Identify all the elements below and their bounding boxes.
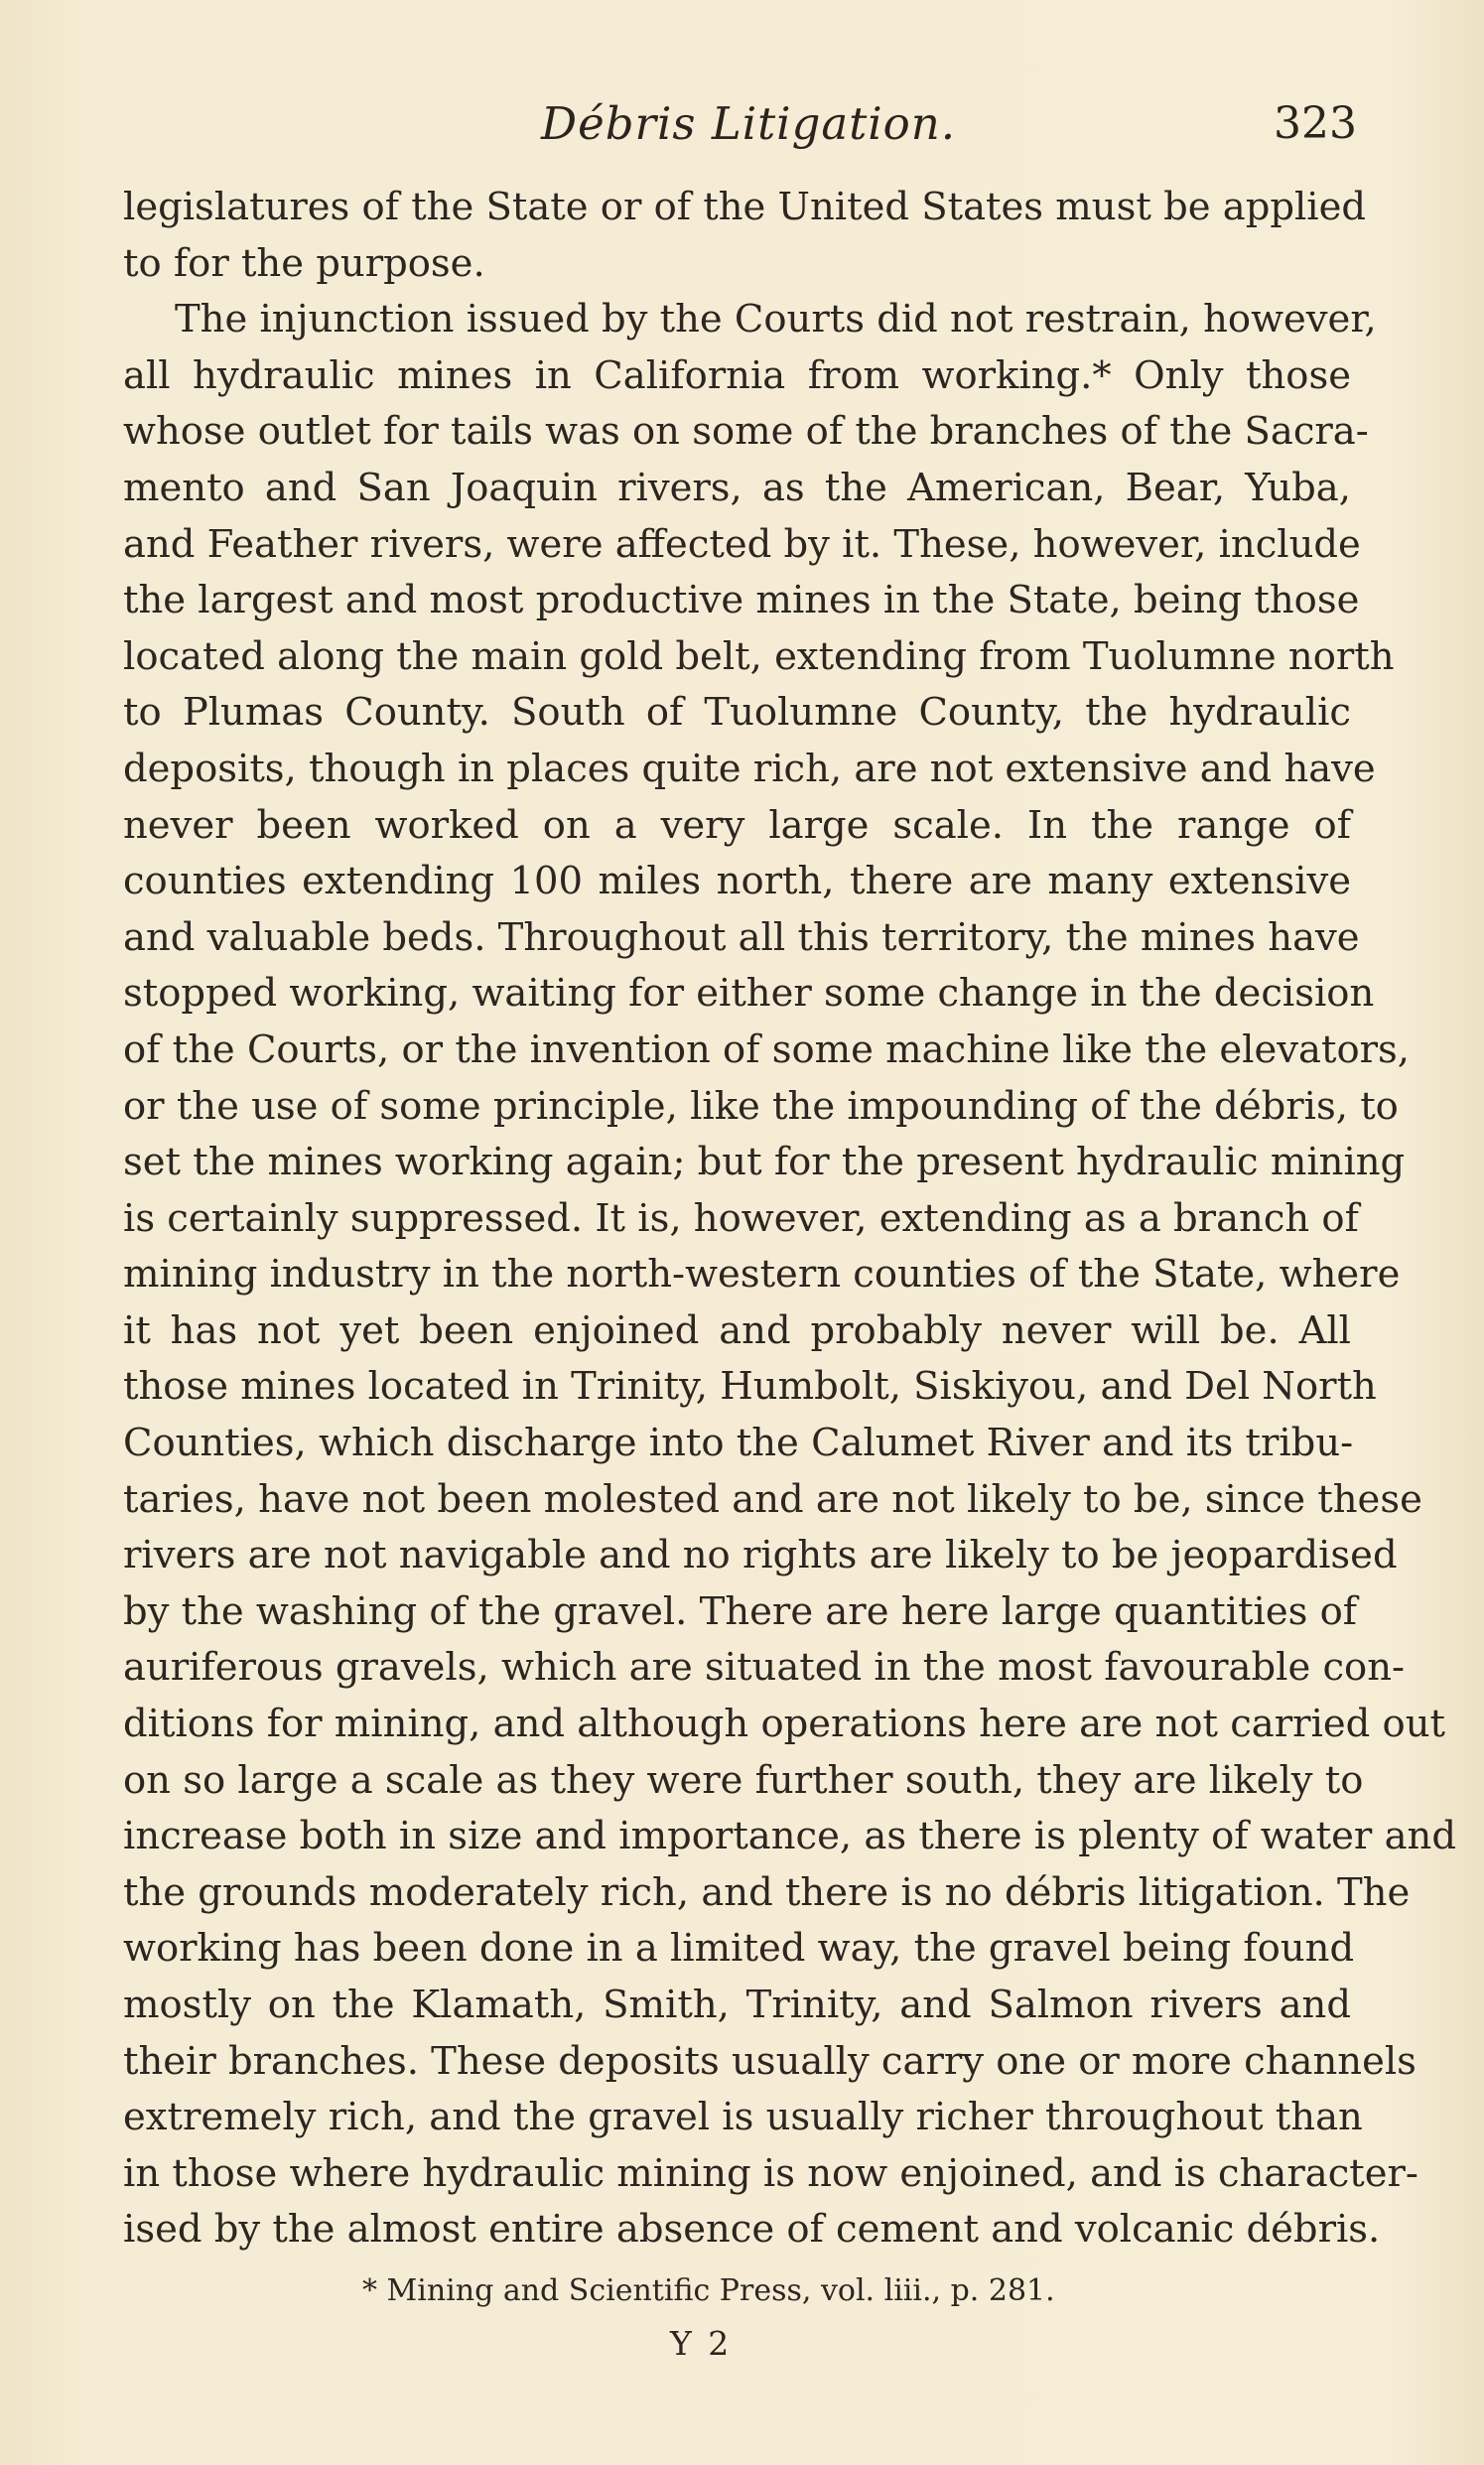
- body-line: working has been done in a limited way, the gravel being found: [123, 1926, 1355, 1972]
- body-line: their branches. These deposits usually carry one or more channels: [123, 2038, 1417, 2084]
- body-line: The injunction issued by the Courts did not restrain, however,: [175, 297, 1377, 342]
- footnote: * Mining and Scientific Press, vol. liii., p. 281.: [362, 2273, 1055, 2308]
- body-line: the largest and most productive mines in the State, being those: [123, 578, 1360, 623]
- body-line: to Plumas County. South of Tuolumne County, the hydraulic: [123, 690, 1351, 736]
- body-line: ised by the almost entire absence of cement and volcanic débris.: [123, 2207, 1381, 2253]
- body-line: legislatures of the State or of the United States must be applied: [123, 185, 1367, 229]
- body-line: or the use of some principle, like the impounding of the débris, to: [123, 1083, 1399, 1129]
- body-line: to for the purpose.: [123, 240, 485, 286]
- body-line: whose outlet for tails was on some of the branches of the Sacra-: [123, 409, 1369, 455]
- body-line: of the Courts, or the invention of some machine like the elevators,: [123, 1027, 1411, 1072]
- body-line: and valuable beds. Throughout all this territory, the mines have: [123, 914, 1360, 960]
- body-line: taries, have not been molested and are not likely to be, since these: [123, 1476, 1422, 1522]
- body-line: set the mines working again; but for the present hydraulic mining: [123, 1140, 1406, 1185]
- body-line: rivers are not navigable and no rights are likely to be jeopardised: [123, 1533, 1398, 1578]
- body-line: deposits, though in places quite rich, are not extensive and have: [123, 746, 1376, 791]
- body-line: on so large a scale as they were further south, they are likely to: [123, 1757, 1364, 1803]
- body-line: mining industry in the north-western counties of the State, where: [123, 1252, 1401, 1298]
- body-line: and Feather rivers, were affected by it. These, however, include: [123, 521, 1361, 567]
- body-line: Counties, which discharge into the Calumet River and its tribu-: [123, 1421, 1354, 1466]
- page-number: 323: [1274, 98, 1357, 149]
- body-line: extremely rich, and the gravel is usually richer throughout than: [123, 2095, 1363, 2140]
- body-line: never been worked on a very large scale. In the range of: [123, 802, 1351, 848]
- body-line: mostly on the Klamath, Smith, Trinity, and Salmon rivers and: [123, 1983, 1351, 2027]
- body-line: ditions for mining, and although operations here are not carried out: [123, 1702, 1445, 1747]
- body-line: located along the main gold belt, extending from Tuolumne north: [123, 633, 1395, 679]
- body-line: stopped working, waiting for either some change in the decision: [123, 971, 1375, 1017]
- signature-mark: Y 2: [670, 2324, 733, 2363]
- body-line: is certainly suppressed. It is, however, extending as a branch of: [123, 1195, 1359, 1241]
- body-line: mento and San Joaquin rivers, as the American, Bear, Yuba,: [123, 465, 1351, 510]
- body-line: the grounds moderately rich, and there is no débris litigation. The: [123, 1869, 1411, 1915]
- body-text: [123, 180, 1456, 2259]
- body-line: counties extending 100 miles north, there are many extensive: [123, 859, 1351, 904]
- body-line: those mines located in Trinity, Humbolt, Siskiyou, and Del North: [123, 1364, 1377, 1410]
- body-line: all hydraulic mines in California from working.* Only those: [123, 352, 1351, 398]
- body-line: increase both in size and importance, as there is plenty of water and: [123, 1814, 1456, 1859]
- body-line: auriferous gravels, which are situated in the most favourable con-: [123, 1645, 1406, 1691]
- body-line: it has not yet been enjoined and probably never will be. All: [123, 1307, 1351, 1353]
- body-line: in those where hydraulic mining is now enjoined, and is character-: [123, 2150, 1418, 2196]
- running-title: Débris Litigation.: [541, 97, 957, 150]
- body-line: by the washing of the gravel. There are here large quantities of: [123, 1588, 1358, 1634]
